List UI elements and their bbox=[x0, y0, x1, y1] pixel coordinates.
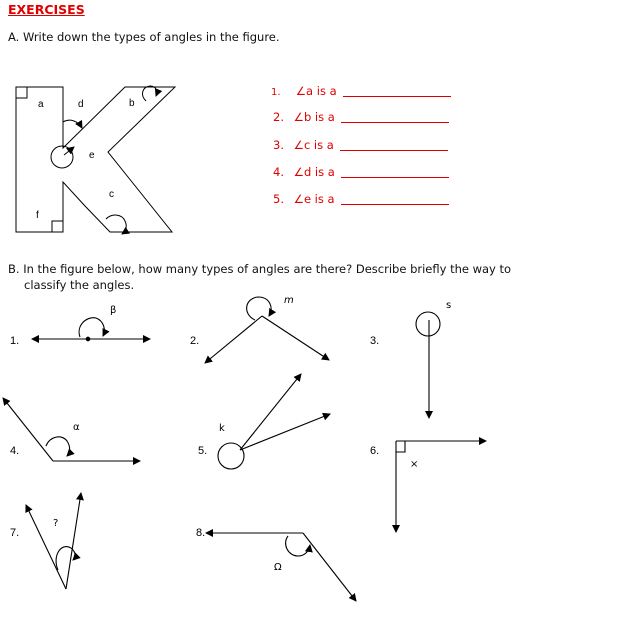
section-b-instruction-line2: classify the angles. bbox=[24, 278, 135, 292]
item-3-number: 3. bbox=[370, 335, 380, 347]
question-number: 1. bbox=[271, 87, 281, 98]
item-8-number: 8. bbox=[196, 527, 206, 539]
question-text: ∠c is a bbox=[293, 138, 334, 152]
item-5-number: 5. bbox=[198, 445, 208, 457]
figure-label-b: b bbox=[129, 98, 135, 109]
question-number: 3. bbox=[273, 138, 284, 152]
figure-4-obtuse-angle bbox=[3, 398, 140, 461]
question-text: ∠b is a bbox=[293, 110, 335, 124]
figure-3-full-angle bbox=[416, 312, 440, 418]
item-7-number: 7. bbox=[10, 527, 20, 539]
figure-label-a: a bbox=[38, 99, 44, 110]
item-2-number: 2. bbox=[190, 335, 200, 347]
angle-label-question: ? bbox=[53, 518, 59, 529]
question-number: 5. bbox=[273, 192, 284, 206]
item-6-number: 6. bbox=[370, 445, 380, 457]
angle-label-x: × bbox=[410, 459, 419, 470]
question-text: ∠d is a bbox=[293, 165, 335, 179]
section-b-instruction-line1: B. In the figure below, how many types of angles are there? Describe briefly the way to bbox=[8, 262, 512, 276]
figure-label-d: d bbox=[78, 99, 84, 110]
figure-1-straight-angle bbox=[32, 318, 150, 341]
figure-label-f: f bbox=[36, 210, 39, 221]
angle-label-omega: Ω bbox=[274, 562, 282, 573]
figure-label-c: c bbox=[109, 189, 114, 200]
figure-2-reflex-angle bbox=[205, 297, 329, 363]
angle-label-m: m bbox=[284, 295, 294, 306]
angle-arc-d bbox=[63, 120, 82, 128]
angle-label-k: k bbox=[219, 423, 225, 434]
figure-label-e: e bbox=[89, 150, 95, 161]
figure-6-right-angle bbox=[396, 441, 486, 532]
figure-7-acute-angle bbox=[26, 493, 81, 589]
question-number: 2. bbox=[273, 110, 284, 124]
question-text: ∠a is a bbox=[295, 84, 337, 98]
item-4-number: 4. bbox=[10, 445, 20, 457]
question-number: 4. bbox=[273, 165, 284, 179]
item-1-number: 1. bbox=[10, 335, 20, 347]
exercises-title: EXERCISES bbox=[8, 2, 85, 17]
section-a-instruction: A. Write down the types of angles in the figure. bbox=[8, 30, 280, 44]
angle-label-s: s bbox=[446, 300, 452, 311]
question-text: ∠e is a bbox=[293, 192, 335, 206]
angle-label-beta: β bbox=[110, 305, 117, 316]
figure-5-reflex-angle bbox=[218, 374, 330, 469]
angle-label-alpha: α bbox=[73, 422, 80, 433]
